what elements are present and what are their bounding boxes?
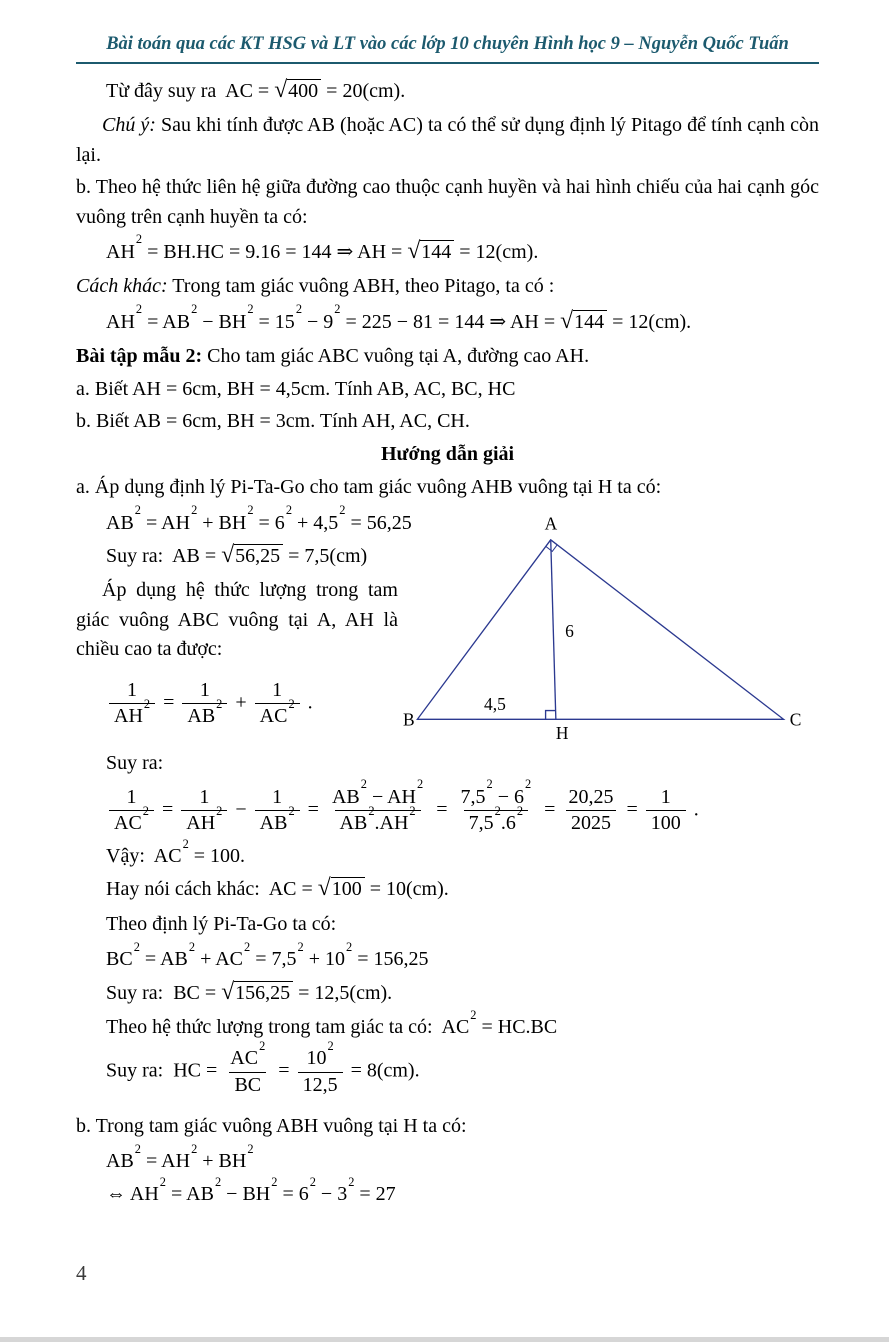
paragraph	[76, 375, 819, 404]
triangle-diagram	[402, 514, 802, 742]
text-run: a. Áp dụng định lý Pi-Ta-Go cho tam giác vuông AHB vuông tại H ta có:	[76, 476, 662, 499]
sqrt-expression: √156,25	[221, 980, 293, 1006]
bh-length-label: 4,5	[484, 694, 506, 715]
sqrt-expression: √144	[560, 309, 607, 335]
vertex-label-b: B	[403, 709, 415, 730]
math-line: ⇔ $AH^2 = AB^2 - BH^2 = 6^2 - 3^2 = 27$	[106, 1174, 396, 1206]
right-angle-mark-h	[546, 711, 556, 720]
page-number: 4	[76, 1261, 87, 1285]
triangle-outline	[417, 540, 783, 719]
diagram-labels	[403, 514, 801, 742]
paragraph: Áp dụng hệ thức lượng trong tam giác vuông ABC vuông tại A, AH là chiều cao ta được:	[76, 579, 398, 661]
text-run: Trong tam giác vuông ABH, theo Pitago, ta có :	[167, 275, 555, 298]
paragraph	[76, 173, 819, 232]
fraction: $\frac{AC^2}{BC}$	[230, 1038, 266, 1096]
paragraph	[76, 1112, 819, 1141]
math-line: Suy ra: HC = $\frac{AC^2}{BC}$ = $\frac{10^2}{12,5}$ = 8(cm).	[106, 1038, 420, 1096]
fraction: $\frac{AB^2 - AH^2}{AB^2.AH^2}$	[331, 777, 424, 835]
text-run: b. Trong tam giác vuông ABH vuông tại H ta có:	[76, 1114, 467, 1137]
math-line: $\frac{1}{AH^2}$ = $\frac{1}{AB^2}$ + $\frac{1}{AC^2}$ .	[106, 679, 398, 729]
bold-label: Bài tập mẫu 2:	[76, 345, 203, 368]
text-run: Sau khi tính được AB (hoặc AC) ta có thể sử dụng định lý Pitago để tính cạnh còn lại.	[76, 114, 819, 166]
paragraph	[106, 749, 819, 778]
vertex-label-h: H	[555, 723, 569, 743]
math-line: $AH^2 = BH.HC = 9.16 = 144$ ⇒ AH = √144 = 12(cm).	[106, 232, 539, 264]
vertex-label-a: A	[544, 514, 558, 535]
header-title: Bài toán qua các KT HSG và LT vào các lớp 10 chuyên Hình học 9 – Nguyễn Quốc Tuấn	[106, 34, 789, 54]
sqrt-expression: √144	[407, 239, 454, 265]
page-edge-strip	[0, 1337, 889, 1342]
sqrt-expression: √100	[318, 876, 365, 902]
content-bottom	[76, 749, 819, 1207]
italic-label: Chú ý:	[102, 114, 156, 137]
altitude-length-label: 6	[565, 621, 574, 642]
page-header	[76, 34, 819, 64]
math-line: $\frac{1}{AC^2}$ = $\frac{1}{AH^2}$ − $\frac{1}{AB^2}$ = $\frac{AB^2 - AH^2}{AB^2.AH^2}$ = $\frac{7,5^2 - 6^2}{7,5^2.6^2}$ = $\frac{20,25}{2025}$ = $\frac{1}{100}$ .	[106, 786, 819, 836]
fraction: $\frac{10^2}{12,5}$	[298, 1047, 343, 1097]
math-line: Từ đây suy ra AC = √400 = 20(cm).	[106, 77, 406, 103]
section-heading: Hướng dẫn giải	[380, 443, 515, 466]
fraction: $\frac{1}{AB^2}$	[182, 679, 227, 729]
fraction: $\frac{1}{AC^2}$	[255, 679, 300, 729]
italic-label: Cách khác:	[76, 275, 168, 298]
altitude-line	[551, 540, 556, 719]
math-line: $BC^2 = AB^2 + AC^2 = 7,5^2 + 10^2 = 156,25$	[106, 939, 429, 971]
fraction: $\frac{20,25}{2025}$	[563, 786, 618, 836]
sqrt-expression: √56,25	[221, 543, 283, 569]
math-line: Theo hệ thức lượng trong tam giác ta có: $AC^2 = HC.BC$	[106, 1007, 558, 1038]
text-run: Cho tam giác ABC vuông tại A, đường cao AH.	[202, 345, 590, 368]
triangle-lines	[417, 540, 783, 719]
text-run: a. Biết AH = 6cm, BH = 4,5cm. Tính AB, AC, BC, HC	[76, 377, 516, 400]
figure-left-column	[76, 576, 398, 728]
math-line: Hay nói cách khác: AC = √100 = 10(cm).	[106, 875, 449, 902]
paragraph	[76, 473, 819, 502]
text-run: b. Biết AB = 6cm, BH = 3cm. Tính AH, AC, CH.	[76, 409, 470, 432]
math-line: $AB^2 = AH^2 + BH^2 = 6^2 + 4,5^2 = 56,25$	[106, 503, 412, 534]
fraction: $\frac{1}{100}$	[646, 786, 686, 836]
text-run: Suy ra:	[106, 752, 164, 775]
vertex-label-c: C	[789, 709, 802, 730]
text-run: Theo định lý Pi-Ta-Go ta có:	[106, 912, 337, 935]
paragraph	[76, 272, 819, 301]
math-line: Vậy: $AC^2 = 100$.	[106, 836, 246, 868]
paragraph	[106, 910, 819, 939]
content-top	[76, 78, 819, 569]
fraction: $\frac{1}{AB^2}$	[255, 786, 300, 836]
fraction: $\frac{7,5^2 - 6^2}{7,5^2.6^2}$	[460, 777, 532, 835]
fraction: $\frac{1}{AH^2}$	[109, 679, 155, 729]
fraction: $\frac{1}{AH^2}$	[181, 786, 227, 836]
paragraph	[76, 111, 819, 170]
paragraph	[76, 342, 819, 371]
text-run: b. Theo hệ thức liên hệ giữa đường cao thuộc cạnh huyền và hai hình chiếu của hai cạnh góc vuông trên cạnh huyền ta có:	[76, 176, 819, 228]
fraction: $\frac{1}{AC^2}$	[109, 786, 154, 836]
math-line: Suy ra: BC = √156,25 = 12,5(cm).	[106, 978, 393, 1005]
math-line: Suy ra: AB = √56,25 = 7,5(cm)	[106, 542, 368, 569]
math-line: $AB^2 = AH^2 + BH^2$	[106, 1141, 254, 1172]
document-body	[76, 78, 819, 1208]
paragraph	[76, 407, 819, 436]
math-line: $AH^2 = AB^2 - BH^2 = 15^2 - 9^2 = 225 - 81 = 144$ ⇒ AH = √144 = 12(cm).	[106, 302, 692, 334]
sqrt-expression: √400	[274, 78, 321, 104]
